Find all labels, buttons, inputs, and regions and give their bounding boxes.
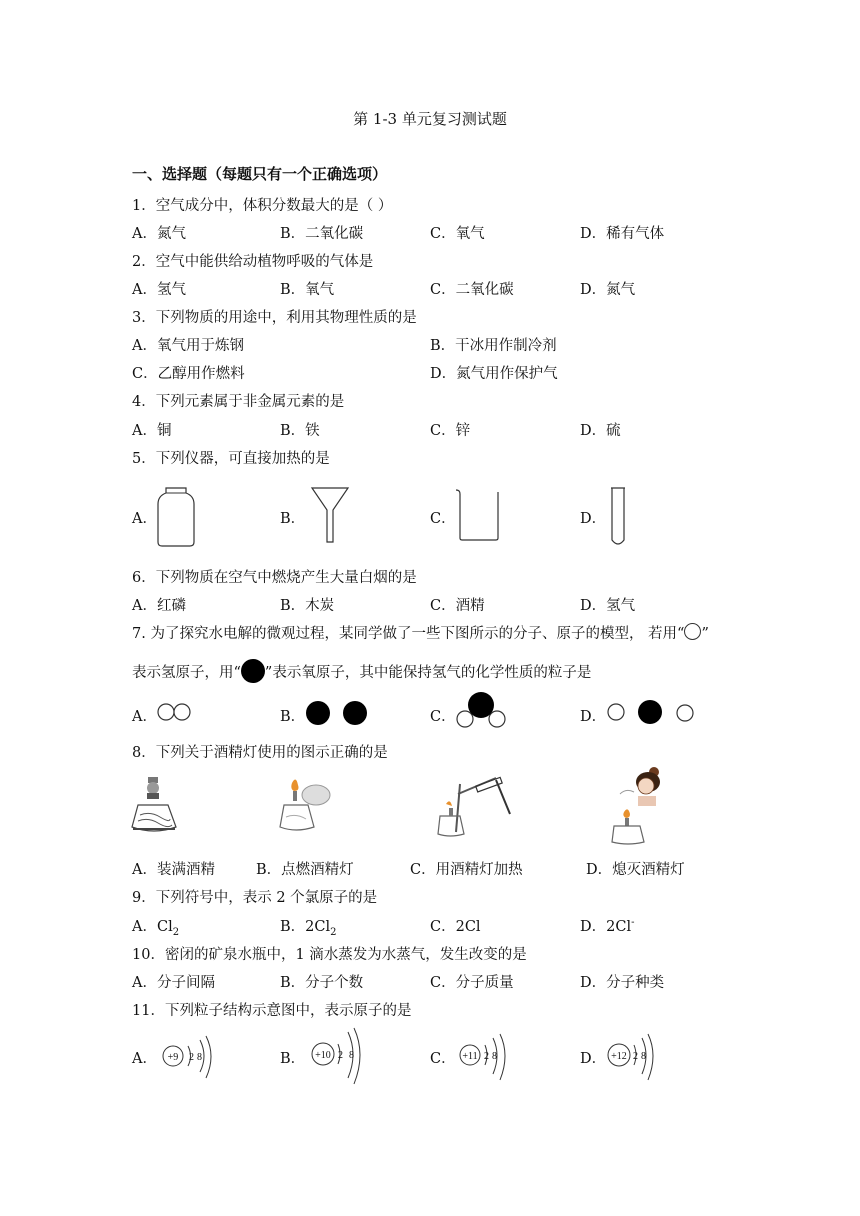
q10-option-b: B．分子个数 bbox=[280, 975, 364, 991]
nucleus-charge-b: +10 bbox=[315, 1050, 331, 1061]
extinguishing-alcohol-lamp-icon bbox=[610, 766, 672, 846]
shell-2-electrons-c: 8 bbox=[492, 1051, 497, 1062]
q3-option-c: C．乙醇用作燃料 bbox=[132, 366, 245, 382]
question-10-stem: 10．密闭的矿泉水瓶中，1 滴水蒸发为水蒸气，发生改变的是 bbox=[132, 947, 527, 963]
q4-option-c: C．锌 bbox=[430, 423, 471, 439]
q11-option-a: A． bbox=[132, 1051, 157, 1067]
q5-option-a: A． bbox=[132, 511, 157, 527]
page-title: 第 1-3 单元复习测试题 bbox=[353, 110, 507, 128]
question-3-stem: 3．下列物质的用途中，利用其物理性质的是 bbox=[132, 310, 417, 326]
q2-option-b: B．氧气 bbox=[280, 282, 335, 298]
q1-option-a: A．氮气 bbox=[132, 226, 186, 242]
section-heading: 一、选择题（每题只有一个正确选项） bbox=[132, 165, 388, 183]
atom-structure-diagram-d bbox=[606, 1032, 662, 1082]
q10-option-d: D．分子种类 bbox=[580, 975, 665, 991]
q5-option-c: C． bbox=[430, 511, 456, 527]
q7-option-b: B． bbox=[280, 709, 306, 725]
oxygen-atom-icon bbox=[241, 659, 265, 683]
jar-icon bbox=[156, 486, 196, 548]
q11-option-c: C． bbox=[430, 1051, 456, 1067]
oxygen-atoms-icon bbox=[304, 699, 372, 727]
hydrogen-atom-icon bbox=[684, 623, 701, 640]
filling-alcohol-lamp-icon bbox=[130, 775, 180, 835]
q10-option-c: C．分子质量 bbox=[430, 975, 514, 991]
q8-option-d: D．熄灭酒精灯 bbox=[586, 862, 685, 878]
q10-option-a: A．分子间隔 bbox=[132, 975, 215, 991]
question-1-stem: 1．空气成分中，体积分数最大的是（ ） bbox=[132, 198, 393, 214]
q7-option-a: A． bbox=[132, 709, 157, 725]
q2-option-c: C．二氧化碳 bbox=[430, 282, 514, 298]
q4-option-a: A．铜 bbox=[132, 423, 172, 439]
q2-option-d: D．氮气 bbox=[580, 282, 636, 298]
shell-2-electrons-d: 8 bbox=[641, 1051, 646, 1062]
q3-option-d: D．氮气用作保护气 bbox=[430, 366, 558, 382]
q5-option-d: D． bbox=[580, 511, 607, 527]
q8-option-b: B．点燃酒精灯 bbox=[256, 862, 354, 878]
lighting-alcohol-lamp-icon bbox=[278, 773, 334, 835]
shell-2-electrons-b: 8 bbox=[349, 1050, 354, 1061]
q1-option-c: C．氧气 bbox=[430, 226, 485, 242]
shell-1-electrons-d: 2 bbox=[633, 1051, 638, 1062]
q9-option-b: B．$2Cl_2$ bbox=[280, 919, 337, 938]
q6-option-a: A．红磷 bbox=[132, 598, 186, 614]
q8-option-a: A．装满酒精 bbox=[132, 862, 215, 878]
q6-option-c: C．酒精 bbox=[430, 598, 485, 614]
q2-option-a: A．氢气 bbox=[132, 282, 186, 298]
test-tube-icon bbox=[609, 486, 627, 548]
shell-1-electrons-a: 2 bbox=[189, 1052, 194, 1063]
q6-option-d: D．氢气 bbox=[580, 598, 636, 614]
q9-option-c: C．2Cl bbox=[430, 919, 481, 935]
q8-option-c: C．用酒精灯加热 bbox=[410, 862, 523, 878]
question-7-stem-line2: 表示氢原子，用“ ”表示氧原子，其中能保持氢气的化学性质的粒子是 bbox=[132, 659, 591, 683]
q11-option-d: D． bbox=[580, 1051, 607, 1067]
question-5-stem: 5．下列仪器，可直接加热的是 bbox=[132, 451, 330, 467]
nucleus-charge-d: +12 bbox=[611, 1051, 627, 1062]
q9-option-a: A．$Cl_2$ bbox=[132, 919, 180, 938]
separate-atoms-icon bbox=[606, 698, 698, 726]
q6-option-b: B．木炭 bbox=[280, 598, 335, 614]
q3-option-a: A．氧气用于炼钢 bbox=[132, 338, 244, 354]
beaker-icon bbox=[454, 488, 500, 542]
q7-option-c: C． bbox=[430, 709, 456, 725]
q3-option-b: B．干冰用作制冷剂 bbox=[430, 338, 557, 354]
question-7-stem-line1: 7. 为了探究水电解的微观过程，某同学做了一些下图所示的分子、原子的模型， 若用“ ” bbox=[132, 622, 709, 643]
q9-option-d: D．2Cl- bbox=[580, 917, 635, 935]
q11-option-b: B． bbox=[280, 1051, 306, 1067]
atom-structure-diagram-c bbox=[458, 1032, 514, 1082]
shell-1-electrons-b: 2 bbox=[338, 1050, 343, 1061]
atom-structure-diagram-b bbox=[310, 1028, 366, 1084]
question-6-stem: 6．下列物质在空气中燃烧产生大量白烟的是 bbox=[132, 570, 417, 586]
nucleus-charge-c: +11 bbox=[462, 1051, 478, 1062]
q4-option-b: B．铁 bbox=[280, 423, 320, 439]
water-molecule-icon bbox=[454, 690, 508, 730]
q5-option-b: B． bbox=[280, 511, 306, 527]
shell-1-electrons-c: 2 bbox=[484, 1051, 489, 1062]
question-4-stem: 4．下列元素属于非金属元素的是 bbox=[132, 394, 345, 410]
question-2-stem: 2．空气中能供给动植物呼吸的气体是 bbox=[132, 254, 374, 270]
shell-2-electrons-a: 8 bbox=[197, 1052, 202, 1063]
nucleus-charge-a: +9 bbox=[167, 1052, 179, 1063]
question-11-stem: 11．下列粒子结构示意图中，表示原子的是 bbox=[132, 1003, 412, 1019]
heating-with-alcohol-lamp-icon bbox=[436, 774, 516, 838]
q4-option-d: D．硫 bbox=[580, 423, 621, 439]
q1-option-d: D．稀有气体 bbox=[580, 226, 665, 242]
atom-structure-diagram-a bbox=[160, 1036, 220, 1080]
funnel-icon bbox=[310, 486, 350, 544]
q1-option-b: B．二氧化碳 bbox=[280, 226, 364, 242]
question-9-stem: 9．下列符号中，表示 2 个氯原子的是 bbox=[132, 890, 378, 906]
hydrogen-molecule-icon bbox=[156, 700, 196, 724]
question-8-stem: 8．下列关于酒精灯使用的图示正确的是 bbox=[132, 745, 388, 761]
q7-option-d: D． bbox=[580, 709, 607, 725]
